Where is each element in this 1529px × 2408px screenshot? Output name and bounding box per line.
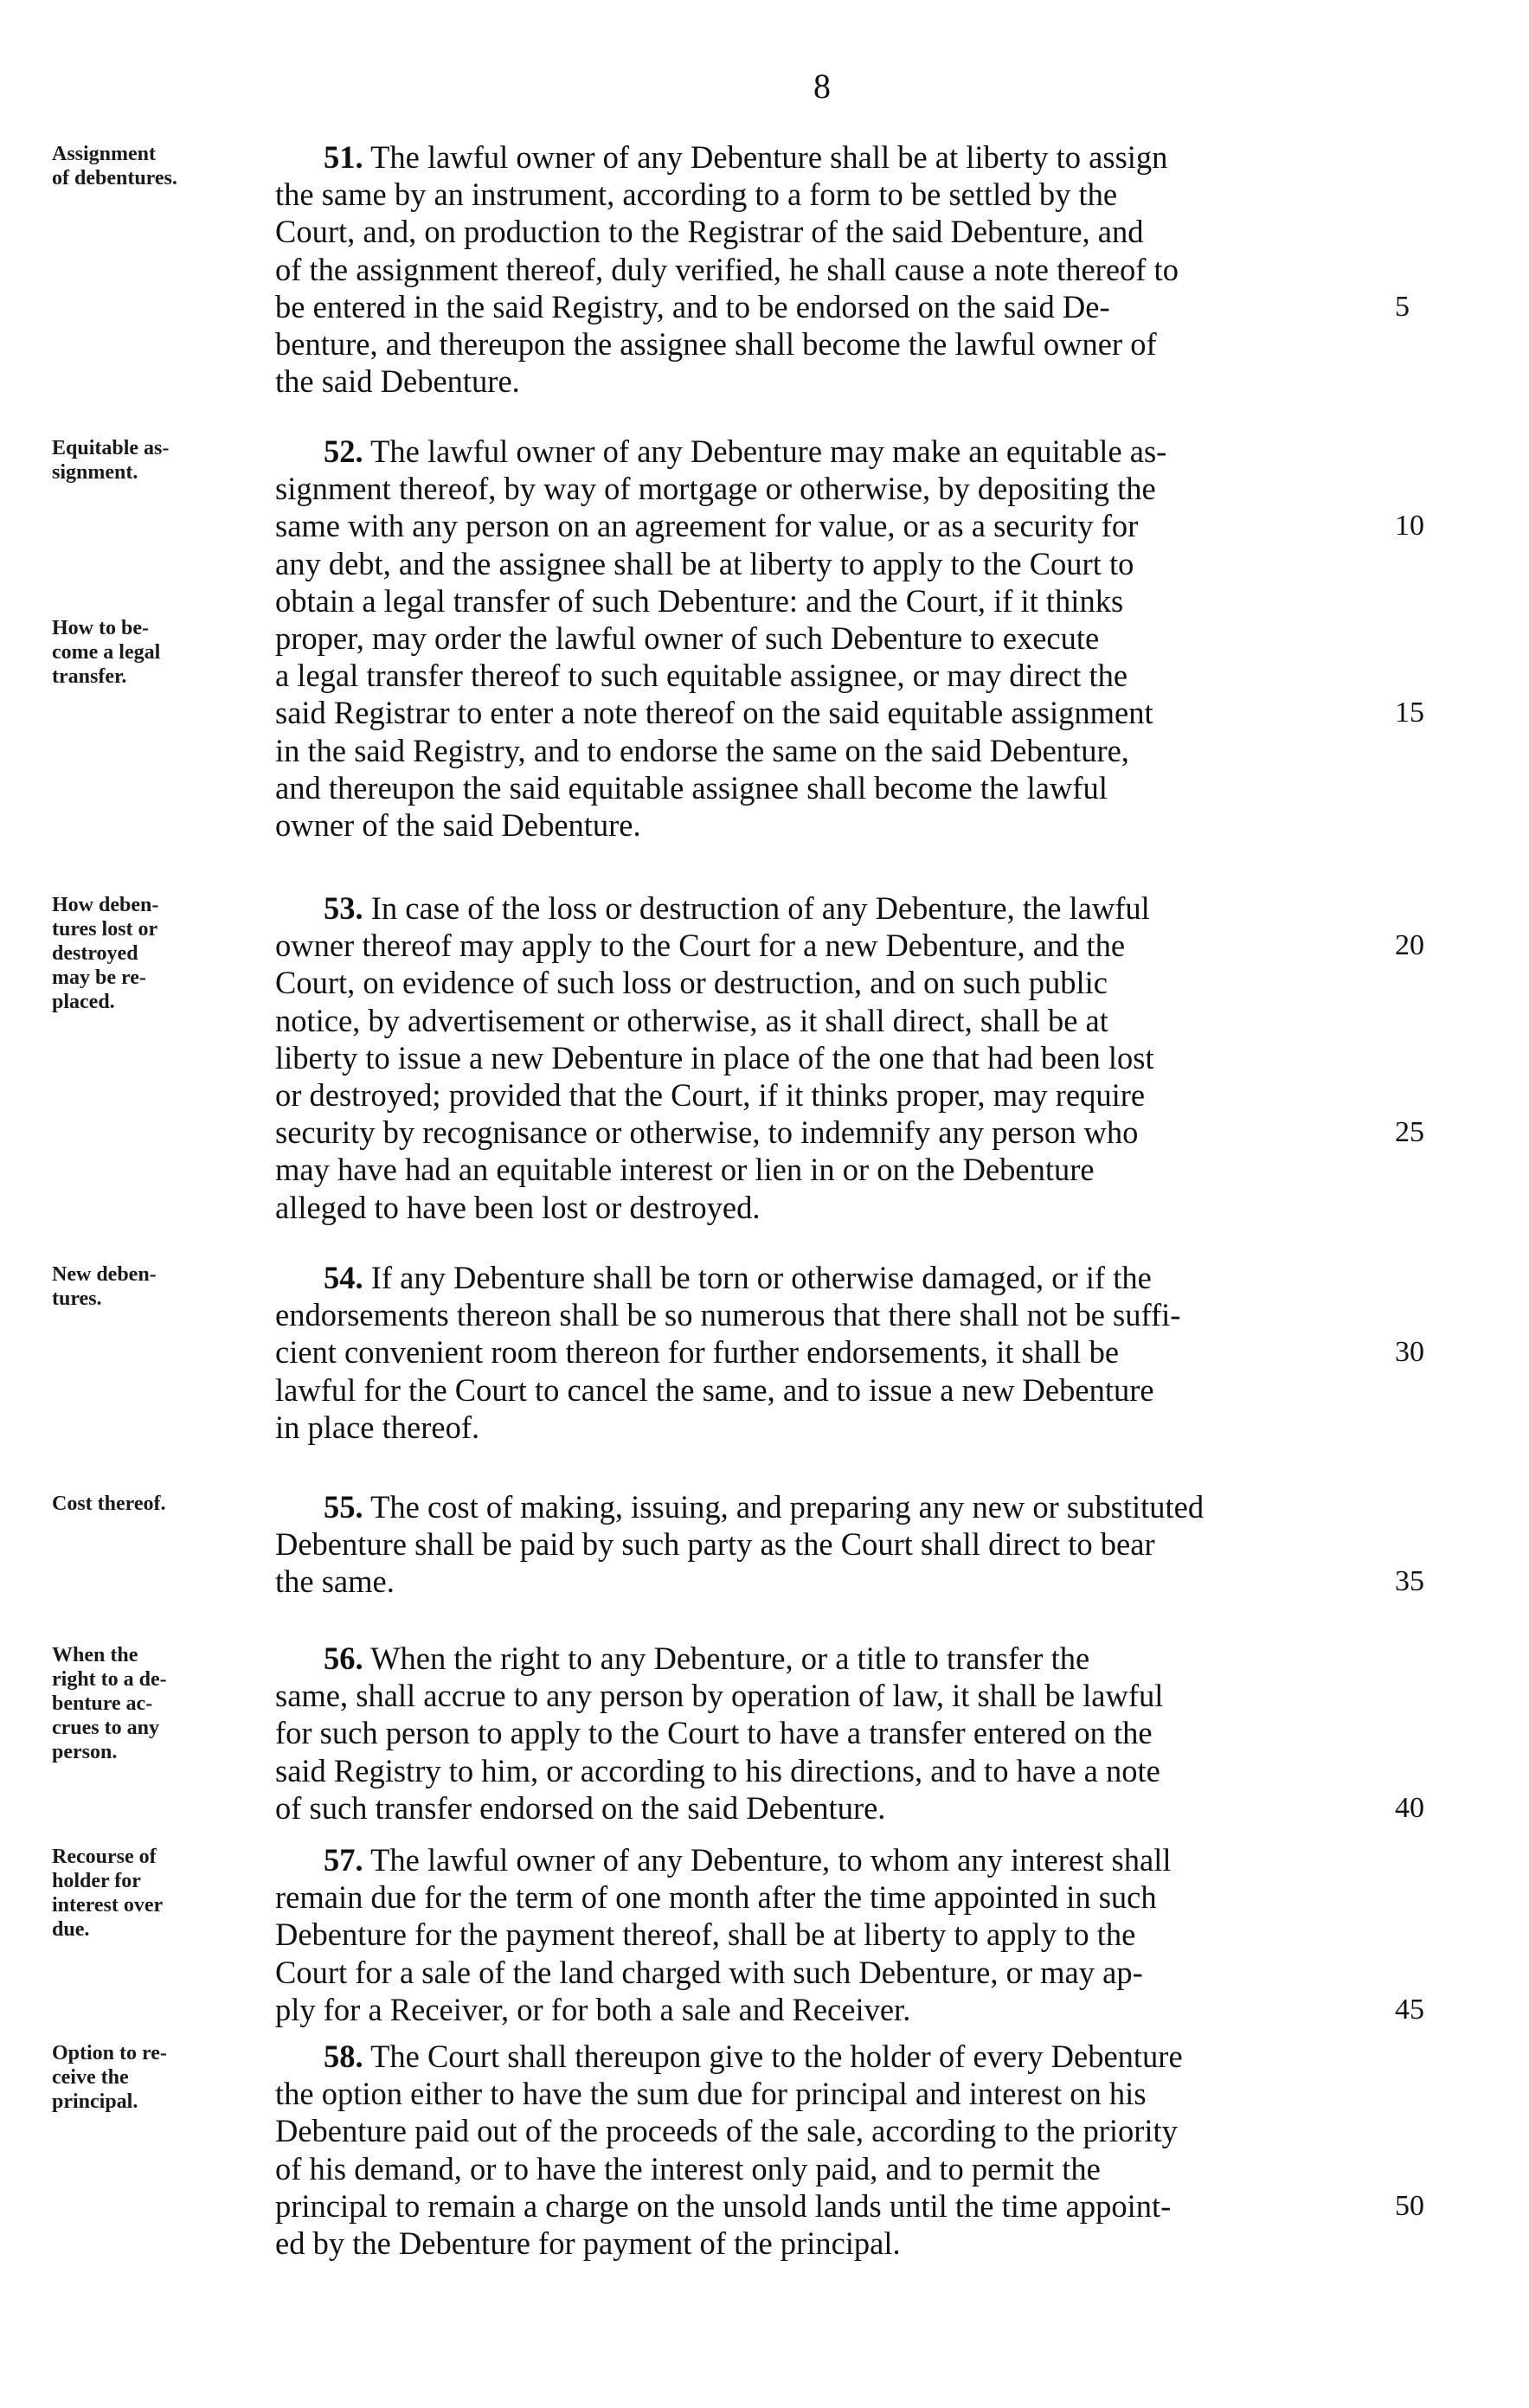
section-text — [275, 1841, 1391, 2028]
section-text — [275, 138, 1391, 400]
side-note-line: How to be- — [52, 617, 149, 639]
side-note-line: due. — [52, 1918, 90, 1941]
text-line: cient convenient room thereon for further endorsements, it shall be — [275, 1334, 1120, 1371]
text-line: be entered in the said Registry, and to be endorsed on the said De- — [275, 288, 1110, 324]
section-number: 52. — [324, 433, 363, 469]
text-line: same with any person on an agreement for value, or as a security for — [275, 508, 1139, 544]
text-line: Court, on evidence of such loss or destruction, and on such public — [275, 965, 1108, 1001]
line-number: 25 — [1395, 1116, 1424, 1149]
side-note-line: of debentures. — [52, 167, 177, 189]
text-line: Court, and, on production to the Registrar of the said Debenture, and — [275, 214, 1144, 250]
line-number: 40 — [1395, 1791, 1424, 1824]
side-note-line: come a legal — [52, 641, 161, 664]
side-note-line: person. — [52, 1741, 118, 1763]
text-line: of his demand, or to have the interest only paid, and to permit the — [275, 2150, 1101, 2186]
text-line: owner of the said Debenture. — [275, 806, 641, 843]
side-note — [52, 2041, 273, 2114]
side-note-line: crues to any — [52, 1717, 159, 1739]
page-number: 8 — [813, 67, 831, 106]
section-text — [275, 1259, 1391, 1446]
text-line-content: The lawful owner of any Debenture may make an equitable as- — [370, 433, 1167, 469]
text-line: for such person to apply to the Court to have a transfer entered on the — [275, 1715, 1153, 1751]
text-line: proper, may order the lawful owner of such Debenture to execute — [275, 620, 1100, 656]
text-line: endorsements thereon shall be so numerous that there shall not be suffi- — [275, 1297, 1181, 1333]
text-line — [275, 1488, 1391, 1525]
text-line: the said Debenture. — [275, 363, 520, 400]
text-line-content: The cost of making, issuing, and preparing any new or substituted — [370, 1489, 1205, 1525]
text-line — [275, 1259, 1391, 1296]
line-number: 45 — [1395, 1993, 1424, 2026]
text-line: benture, and thereupon the assignee shall become the lawful owner of — [275, 325, 1157, 362]
side-note-line: holder for — [52, 1870, 141, 1892]
side-note-line: New deben- — [52, 1263, 157, 1286]
line-number: 10 — [1395, 510, 1424, 543]
section-number: 55. — [324, 1489, 363, 1525]
side-note — [52, 1845, 273, 1942]
side-note-line: How deben- — [52, 894, 159, 916]
text-line: a legal transfer thereof to such equitable assignee, or may direct the — [275, 658, 1128, 694]
text-line: Debenture for the payment thereof, shall be at liberty to apply to the — [275, 1917, 1136, 1953]
text-line — [275, 433, 1391, 470]
side-note-line: When the — [52, 1644, 138, 1666]
text-line-content: In case of the loss or destruction of any Debenture, the lawful — [370, 890, 1150, 926]
side-note-line: Assignment — [52, 143, 157, 165]
text-line: same, shall accrue to any person by operation of law, it shall be lawful — [275, 1678, 1164, 1714]
text-line: Debenture paid out of the proceeds of the sale, according to the priority — [275, 2113, 1178, 2149]
text-line: signment thereof, by way of mortgage or otherwise, by depositing the — [275, 471, 1156, 507]
text-line: the option either to have the sum due for principal and interest on his — [275, 2076, 1147, 2112]
side-note — [52, 436, 273, 485]
section-text — [275, 433, 1391, 844]
text-line: ed by the Debenture for payment of the principal. — [275, 2225, 901, 2261]
side-note-line: benture ac- — [52, 1692, 153, 1715]
text-line: in place thereof. — [275, 1409, 480, 1445]
section-text — [275, 889, 1391, 1226]
text-line: any debt, and the assignee shall be at liberty to apply to the Court to — [275, 545, 1134, 581]
text-line-content: The Court shall thereupon give to the holder of every Debenture — [370, 2039, 1183, 2074]
text-line-content: The lawful owner of any Debenture shall be at liberty to assign — [370, 139, 1168, 175]
section-number: 58. — [324, 2039, 363, 2074]
text-line: said Registry to him, or according to his directions, and to have a note — [275, 1752, 1160, 1788]
text-line — [275, 2038, 1391, 2075]
section-text — [275, 1640, 1391, 1827]
line-number: 30 — [1395, 1336, 1424, 1369]
text-line: Debenture shall be paid by such party as the Court shall direct to bear — [275, 1526, 1155, 1563]
text-line: the same by an instrument, according to a form to be settled by the — [275, 177, 1118, 213]
side-note-line: placed. — [52, 991, 115, 1013]
text-line: owner thereof may apply to the Court for a new Debenture, and the — [275, 928, 1126, 964]
text-line: and thereupon the said equitable assignee shall become the lawful — [275, 769, 1108, 806]
section-number: 57. — [324, 1842, 363, 1878]
section-number: 51. — [324, 139, 363, 175]
line-number: 50 — [1395, 2189, 1424, 2222]
text-line: alleged to have been lost or destroyed. — [275, 1189, 761, 1225]
side-note-line: interest over — [52, 1894, 164, 1917]
side-note — [52, 142, 273, 190]
text-line: security by recognisance or otherwise, to indemnify any person who — [275, 1114, 1139, 1151]
text-line — [275, 138, 1391, 176]
side-note — [52, 1643, 273, 1764]
text-line — [275, 1841, 1391, 1878]
side-note-secondary — [52, 616, 273, 689]
text-line: liberty to issue a new Debenture in place of the one that had been lost — [275, 1039, 1154, 1076]
side-note-line: Cost thereof. — [52, 1493, 166, 1515]
text-line: remain due for the term of one month after the time appointed in such — [275, 1879, 1157, 1916]
section-text — [275, 2038, 1391, 2262]
text-line: obtain a legal transfer of such Debenture: and the Court, if it thinks — [275, 582, 1124, 619]
side-note-line: right to a de- — [52, 1668, 167, 1691]
side-note-line: Recourse of — [52, 1846, 157, 1868]
text-line: or destroyed; provided that the Court, if it thinks proper, may require — [275, 1076, 1146, 1113]
text-line: of the assignment thereof, duly verified, he shall cause a note thereof to — [275, 251, 1179, 287]
side-note — [52, 893, 273, 1014]
section-number: 53. — [324, 890, 363, 926]
text-line: ply for a Receiver, or for both a sale and Receiver. — [275, 1991, 911, 2027]
section-number: 54. — [324, 1260, 363, 1295]
text-line — [275, 889, 1391, 927]
text-line-content: If any Debenture shall be torn or otherwise damaged, or if the — [370, 1260, 1152, 1295]
text-line: the same. — [275, 1564, 395, 1600]
side-note-line: principal. — [52, 2090, 138, 2113]
side-note-line: signment. — [52, 461, 138, 484]
text-line: principal to remain a charge on the unsold lands until the time appoint- — [275, 2187, 1172, 2224]
line-number: 35 — [1395, 1565, 1424, 1598]
text-line: said Registrar to enter a note thereof on the said equitable assignment — [275, 695, 1153, 731]
text-line: notice, by advertisement or otherwise, as it shall direct, shall be at — [275, 1002, 1108, 1038]
side-note-line: ceive the — [52, 2066, 129, 2089]
text-line-content: When the right to any Debenture, or a title to transfer the — [370, 1641, 1090, 1676]
side-note — [52, 1492, 273, 1516]
side-note-line: tures. — [52, 1287, 102, 1310]
text-line: of such transfer endorsed on the said Debenture. — [275, 1789, 886, 1826]
line-number: 5 — [1395, 290, 1410, 323]
text-line — [275, 1640, 1391, 1677]
text-line: lawful for the Court to cancel the same, and to issue a new Debenture — [275, 1371, 1154, 1408]
section-text — [275, 1488, 1391, 1601]
text-line: may have had an equitable interest or lien in or on the Debenture — [275, 1152, 1095, 1188]
line-number: 20 — [1395, 929, 1424, 962]
side-note-line: transfer. — [52, 665, 127, 688]
side-note-line: destroyed — [52, 942, 138, 965]
text-line-content: The lawful owner of any Debenture, to whom any interest shall — [370, 1842, 1172, 1878]
text-line: Court for a sale of the land charged with such Debenture, or may ap- — [275, 1954, 1143, 1990]
side-note-line: tures lost or — [52, 918, 158, 941]
side-note — [52, 1262, 273, 1311]
side-note-line: Equitable as- — [52, 437, 170, 459]
text-line: in the said Registry, and to endorse the same on the said Debenture, — [275, 732, 1129, 768]
side-note-line: may be re- — [52, 966, 146, 989]
section-number: 56. — [324, 1641, 363, 1676]
line-number: 15 — [1395, 697, 1424, 729]
side-note-line: Option to re- — [52, 2042, 167, 2064]
